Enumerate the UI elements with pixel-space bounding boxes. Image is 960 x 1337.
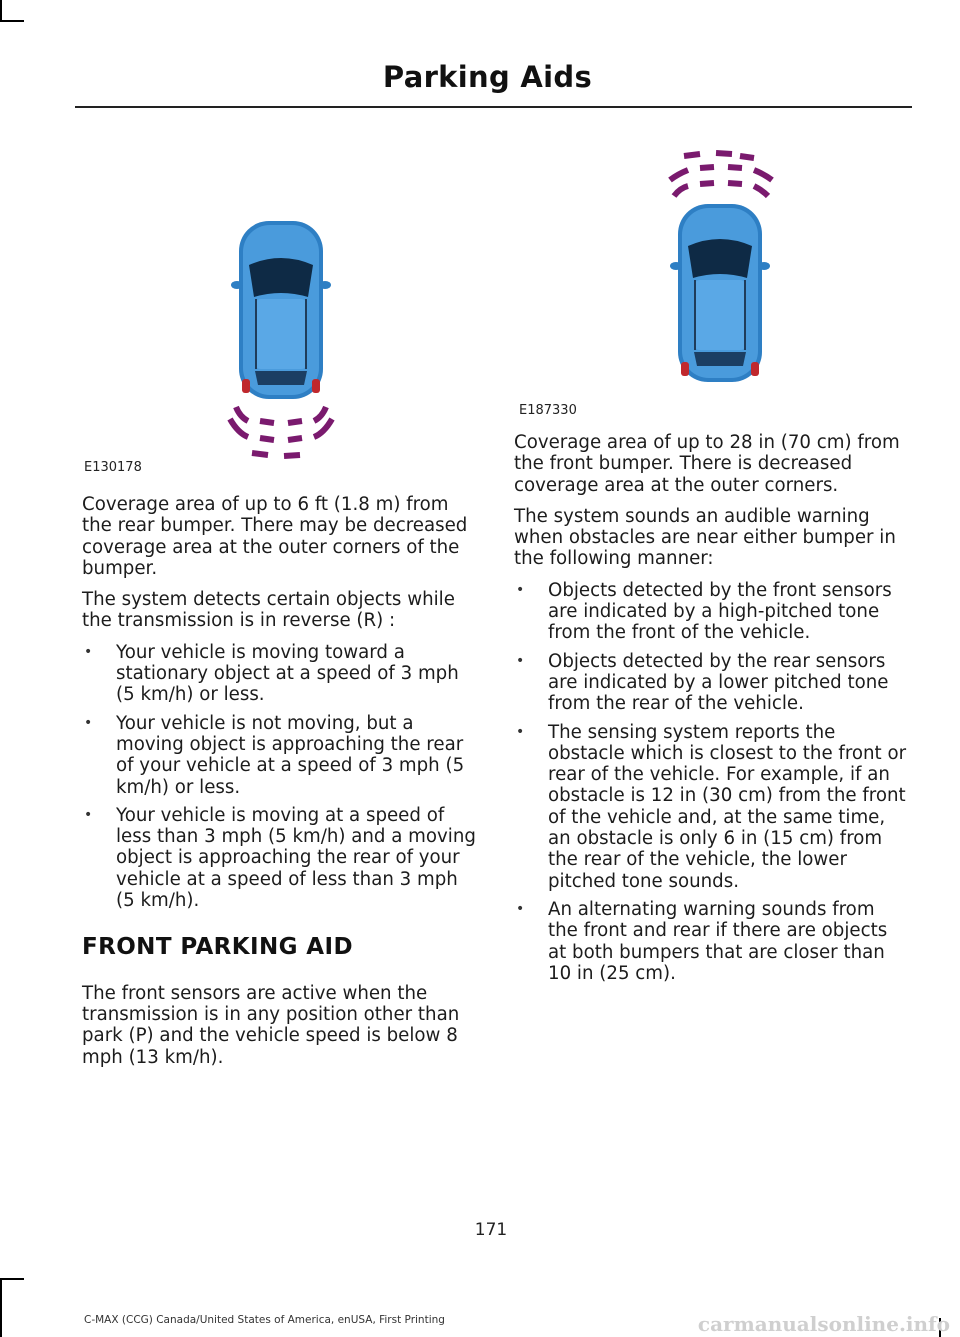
figure-id-front: E187330 [519,403,577,418]
edition-footer: C-MAX (CCG) Canada/United States of America, enUSA, First Printing [84,1314,445,1326]
list-item: • Your vehicle is moving toward a stationary object at a speed of 3 mph (5 km/h) or less. [82,642,478,706]
front-sensor-figure [640,150,800,390]
page-title: Parking Aids [382,60,592,94]
list-item: • An alternating warning sounds from the front and rear if there are objects at both bumpers that are closer than 10 in (25 cm). [514,899,910,984]
header-divider [75,106,912,108]
reverse-detection-paragraph: The system detects certain objects while the transmission is in reverse (R) : [82,589,455,632]
list-item: • Your vehicle is moving at a speed of less than 3 mph (5 km/h) and a moving object is approaching the rear of your vehicle at a speed of less than 3 mph (5 km/h). [82,805,478,911]
list-item: • Objects detected by the rear sensors are indicated by a lower pitched tone from the rear of the vehicle. [514,651,910,715]
car-top-view-rear-waves-illustration [200,215,360,460]
audible-warning-list [514,580,910,984]
figure-id-rear: E130178 [84,460,142,475]
rear-coverage-paragraph: Coverage area of up to 6 ft (1.8 m) from the rear bumper. There may be decreased coverage area at the outer corners of the bumper. [82,494,468,579]
page-number: 171 [474,1220,508,1240]
audible-warning-paragraph: The system sounds an audible warning when obstacles are near either bumper in the following manner: [514,505,896,570]
front-coverage-paragraph: Coverage area of up to 28 in (70 cm) from the front bumper. There is decreased coverage area at the outer corners. [514,432,900,496]
list-item: • Your vehicle is not moving, but a moving object is approaching the rear of your vehicle at a speed of 3 mph (5 km/h) or less. [82,713,478,798]
section-heading: FRONT PARKING AID [82,934,353,961]
rear-sensor-figure [200,215,360,460]
list-item: • Objects detected by the front sensors are indicated by a high-pitched tone from the front of the vehicle. [514,580,910,644]
left-column [82,494,478,1078]
car-top-view-front-waves-illustration [640,150,800,390]
right-column [514,432,910,991]
front-sensor-activation-paragraph: The front sensors are active when the transmission is in any position other than park (P) and the vehicle speed is below 8 mph (13 km/h). [82,982,460,1068]
crop-mark [0,1278,24,1280]
crop-mark [0,20,24,22]
crop-mark [0,0,2,22]
watermark-text: carmanualsonline.info [697,1312,950,1336]
reverse-detection-list [82,642,478,912]
list-item: • The sensing system reports the obstacle which is closest to the front or rear of the vehicle. For example, if an obstacle is 12 in (30 cm) from the front of the vehicle and, at the same time, an obstacle is only 6 in (15 cm) from the rear of the vehicle, the lower pitched tone sounds. [514,722,910,892]
crop-mark [0,1278,2,1337]
